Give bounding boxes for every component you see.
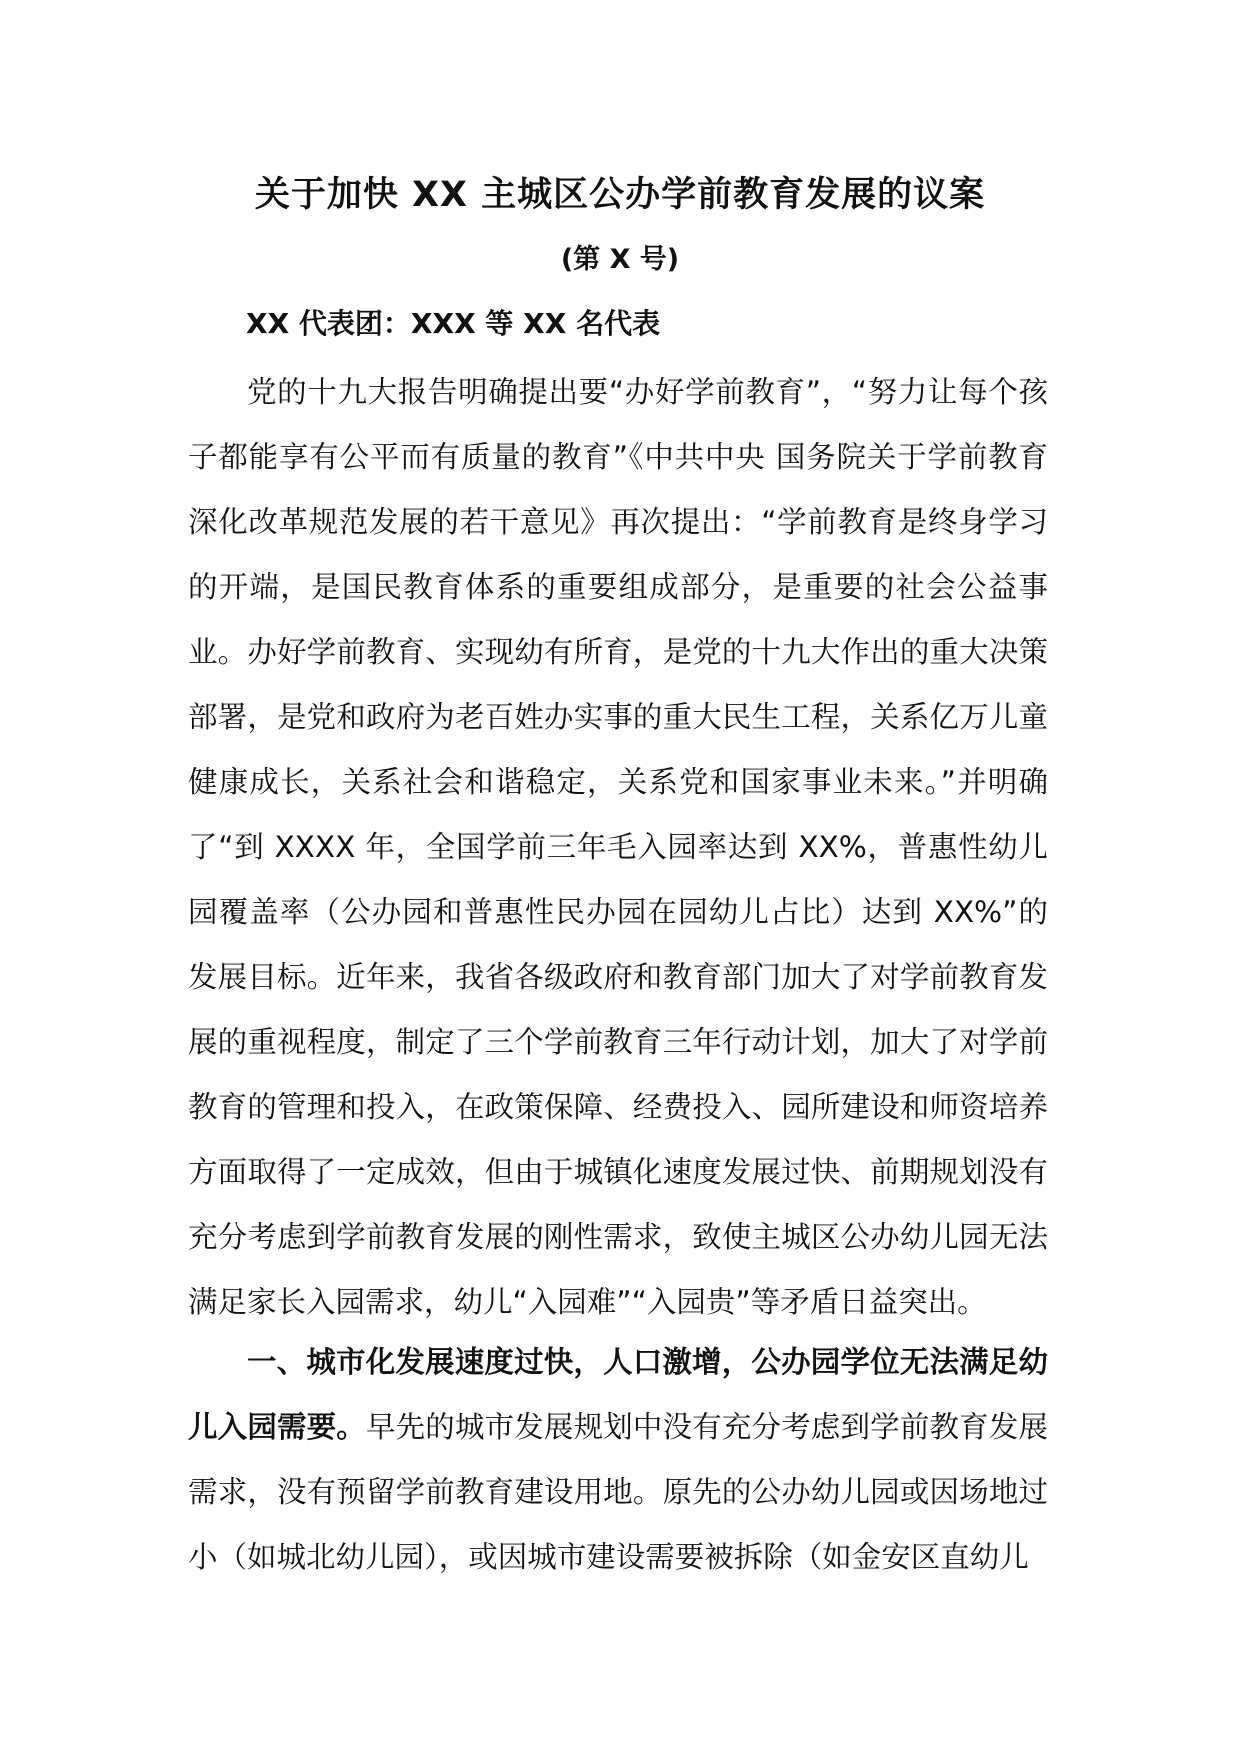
document-title: 关于加快 XX 主城区公办学前教育发展的议案 [254, 175, 986, 215]
body-paragraph [188, 360, 1048, 1335]
section-heading: 一、城市化发展速度过快，人口激增，公办园学位无法满足幼儿入园需要。 [188, 1345, 1048, 1444]
paragraph-text: 党的十九大报告明确提出要“办好学前教育”，“努力让每个孩子都能享有公平而有质量的教育”《中共中央 国务院关于学前教育深化改革规范发展的若干意见》再次提出：“学前教育是终身学习的开端，是国民教育体系的重要组成部分，是重要的社会公益事业。办好学前教育、实现幼有所育，是党的十九大作出的重大决策部署，是党和政府为老百姓办实事的重大民生工程，关系亿万儿童健康成长，关系社会和谐稳定，关系党和国家事业未来。”并明确了“到 XXXX 年，全国学前三年毛入园率达到 XX%，普惠性幼儿园覆盖率（公办园和普惠性民办园在园幼儿占比）达到 XX%”的发展目标。近年来，我省各级政府和教育部门加大了对学前教育发展的重视程度，制定了三个学前教育三年行动计划，加大了对学前教育的管理和投入，在政策保障、经费投入、园所建设和师资培养方面取得了一定成效，但由于城镇化速度发展过快、前期规划没有充分考虑到学前教育发展的刚性需求，致使主城区公办幼儿园无法满足家长入园需求，幼儿“入园难”“入园贵”等矛盾日益突出。 [188, 375, 1048, 1319]
body-paragraph [188, 1330, 1048, 1590]
paragraph-text: 早先的城市发展规划中没有充分考虑到学前教育发展需求，没有预留学前教育建设用地。原先的公办幼儿园或因场地过小（如城北幼儿园），或因城市建设需要被拆除（如金安区直幼儿 [188, 1410, 1048, 1574]
delegation-line: XX 代表团：XXX 等 XX 名代表 [246, 307, 661, 340]
document-number: (第 X 号) [560, 244, 680, 275]
